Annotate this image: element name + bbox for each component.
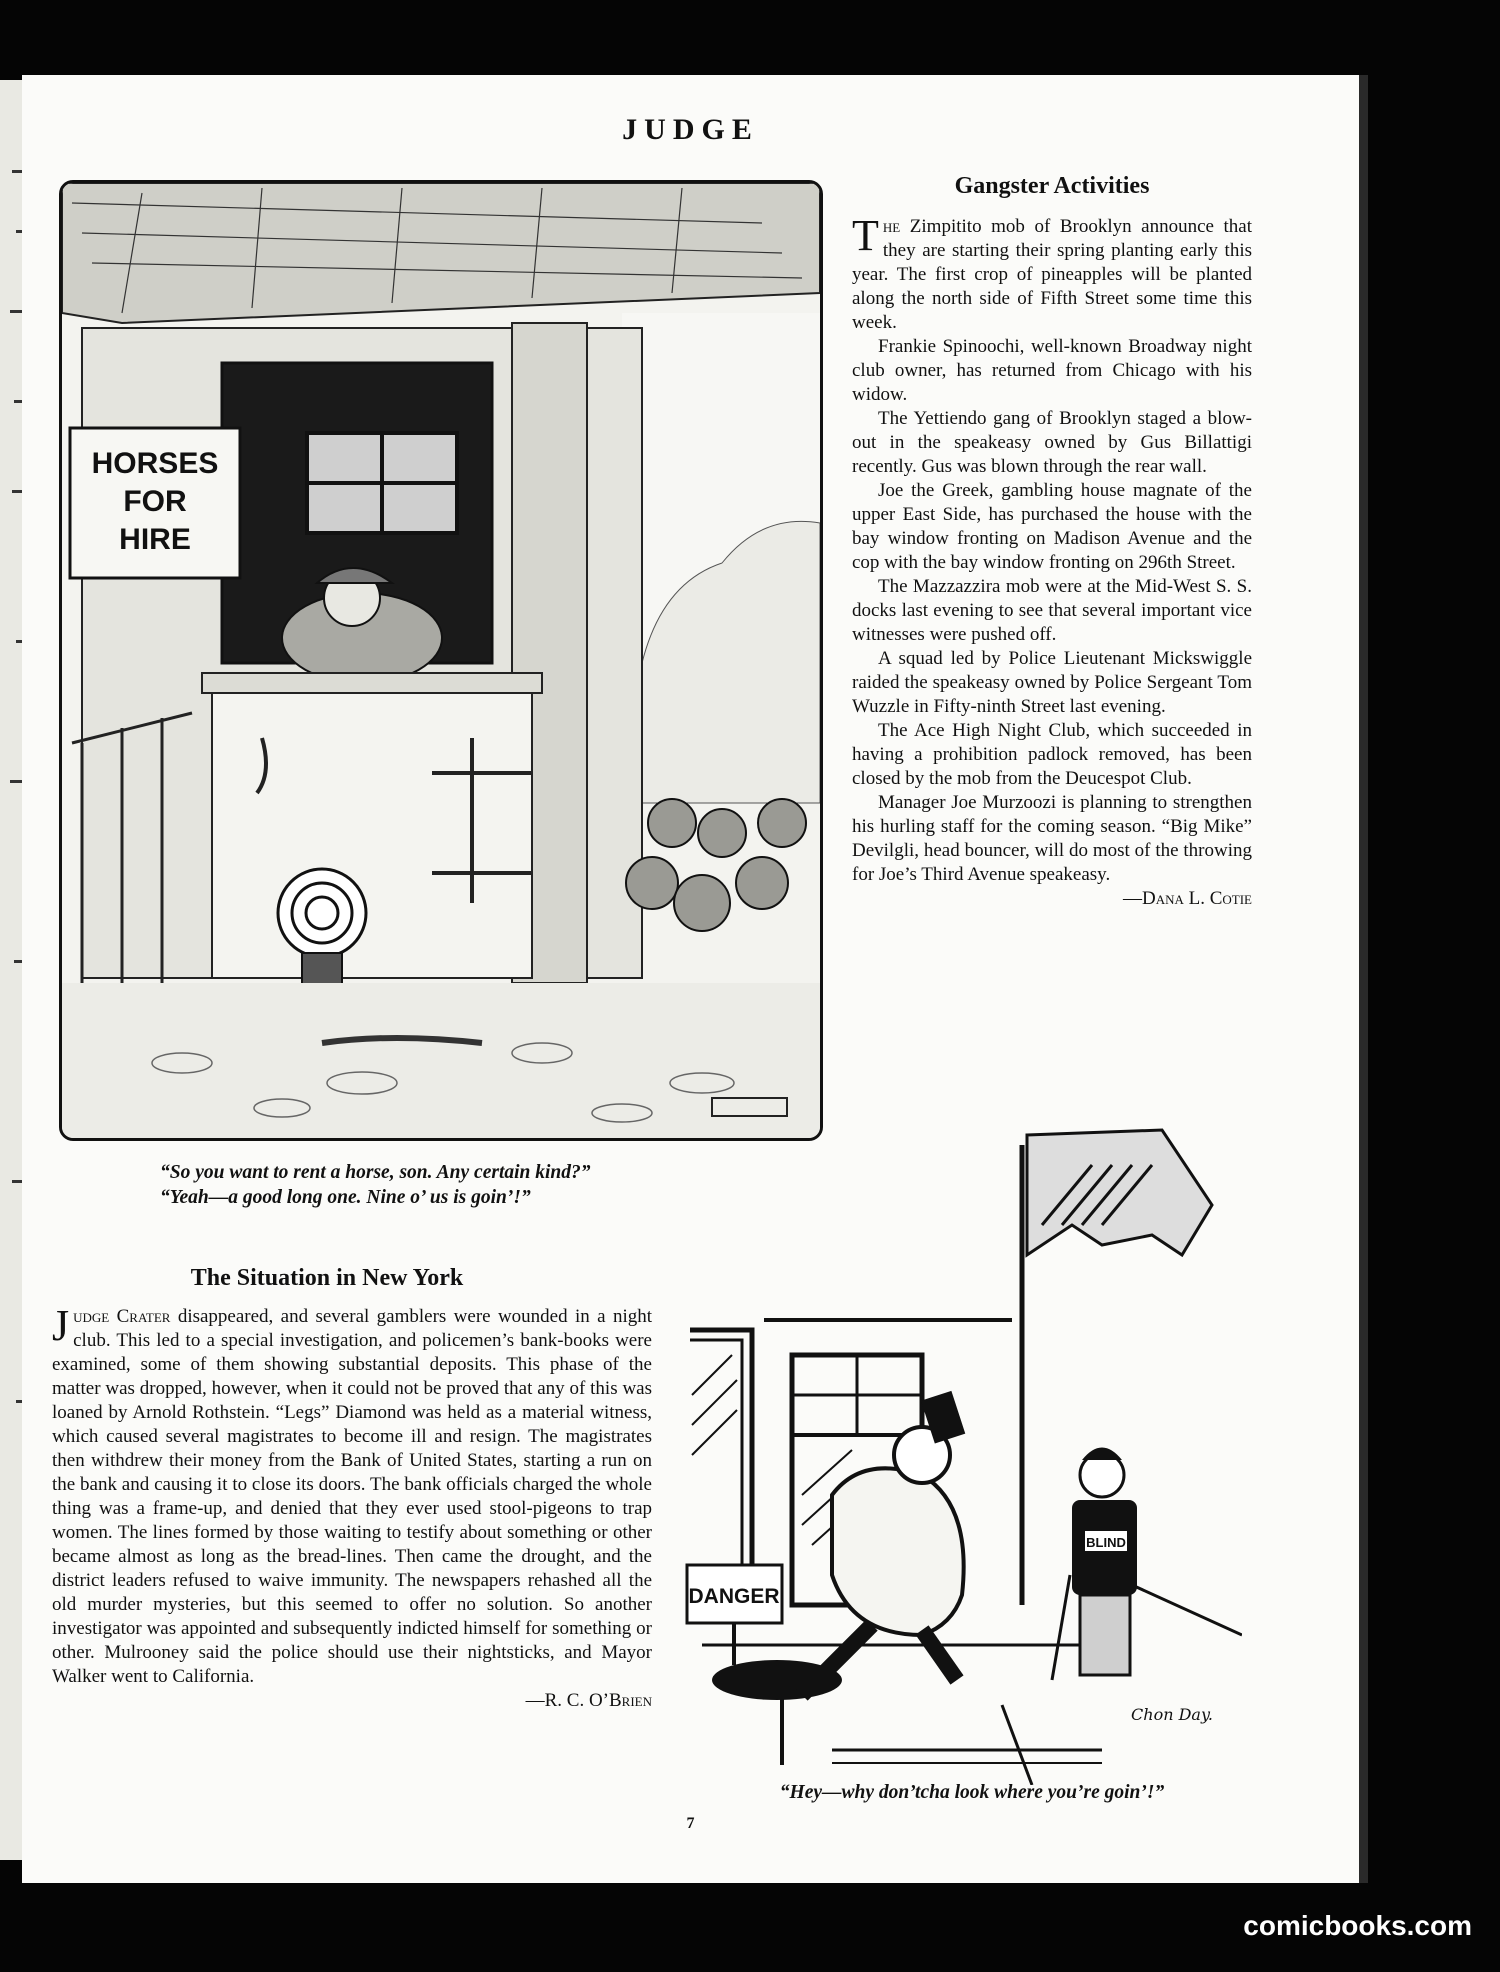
gangster-paragraph-7: The Ace High Night Club, which succeeded in having a prohibition padlock removed, has been closed by the mob from the Deucespot Club. (852, 720, 1252, 789)
caption-line-1: “So you want to rent a horse, son. Any certain kind?” (160, 1162, 591, 1183)
horses-for-hire-cartoon (59, 180, 823, 1141)
bottom-cartoon-caption: “Hey—why don’tcha look where you’re goin’!” (779, 1782, 1165, 1803)
gangster-article-body (852, 211, 1252, 911)
gangster-paragraph-1: The Zimpitito mob of Brooklyn announce that they are starting their spring planting early this year. The first crop of pineapples will be planted along the north side of Fifth Street some time this week. (852, 211, 1252, 333)
page-number: 7 (686, 1815, 695, 1832)
sign-text-hire: HIRE (119, 523, 191, 556)
gangster-paragraph-3: The Yettiendo gang of Brooklyn staged a blow-out in the speakeasy owned by Gus Billattigi recently. Gus was blown through the rear wall. (852, 408, 1252, 477)
danger-sign-text: DANGER (688, 1585, 780, 1608)
magazine-title: JUDGE (622, 113, 759, 146)
new-york-byline: —R. C. O’Brien (525, 1690, 652, 1711)
new-york-paragraph: Judge Crater disappeared, and several gamblers were wounded in a night club. This led to a special investigation, and policemen’s bank-books were examined, some of them showing substantial deposits. This phase of the matter was dropped, however, when it could not be proved that any of this was loaned by Arnold Rothstein. “Legs” Diamond was held as a material witness, which caused several magistrates to become ill and resign. The magistrates then withdrew their money from the Bank of United States, starting a run on the bank and causing it to close its doors. The bank officials charged the whole thing was a frame-up, and denied that they ever used stool-pigeons to trap women. The lines formed by those waiting to testify about something or other became almost as long as the bread-lines. Then came the drought, and the district leaders refused to waive immunity. The newspapers rehashed all the old murder mysteries, but this seemed to offer no solution. So another investigator was appointed and subsequently indicted himself for something or other. Mulrooney said the police should use their nightsticks, and Mayor Walker went to California. (52, 1301, 652, 1687)
gangster-byline: —Dana L. Cotie (1122, 888, 1252, 909)
dropcap-t: T (852, 211, 879, 260)
magazine-page (22, 75, 1359, 1883)
new-york-article-body (52, 1301, 652, 1713)
sign-text-for: FOR (123, 485, 187, 518)
cartoonist-signature: Chon Day. (1131, 1705, 1213, 1724)
site-watermark: comicbooks.com (1243, 1910, 1472, 1941)
gangster-paragraph-6: A squad led by Police Lieutenant Mickswiggle raided the speakeasy owned by Police Sergeant Tom Wuzzle in Fifty-ninth Street last evening. (852, 648, 1252, 717)
blind-sign-text: BLIND (1086, 1535, 1126, 1550)
gangster-paragraph-8: Manager Joe Murzoozi is planning to strengthen his hurling staff for the coming season. “Big Mike” Devilgli, head bouncer, will do most of the throwing for Joe’s Third Avenue speakeasy. (852, 792, 1252, 885)
sign-text-horses: HORSES (91, 447, 219, 480)
new-york-article-title: The Situation in New York (190, 1265, 464, 1291)
dropcap-j: J (52, 1301, 70, 1350)
gangster-paragraph-2: Frankie Spinoochi, well-known Broadway night club owner, has returned from Chicago with his widow. (852, 336, 1252, 405)
caption-line-2: “Yeah—a good long one. Nine o’ us is goin’!” (160, 1187, 531, 1208)
manhole-illustration (682, 1125, 1242, 1785)
stable-illustration (62, 183, 820, 1138)
gangster-article-title: Gangster Activities (954, 173, 1150, 199)
gangster-paragraph-5: The Mazzazzira mob were at the Mid-West S. S. docks last evening to see that several important vice witnesses were pushed off. (852, 576, 1252, 645)
danger-cartoon (682, 1125, 1242, 1785)
gangster-paragraph-4: Joe the Greek, gambling house magnate of the upper East Side, has purchased the house with the bay window fronting on Madison Avenue and the cop with the bay window fronting on 296th Street. (852, 480, 1252, 573)
